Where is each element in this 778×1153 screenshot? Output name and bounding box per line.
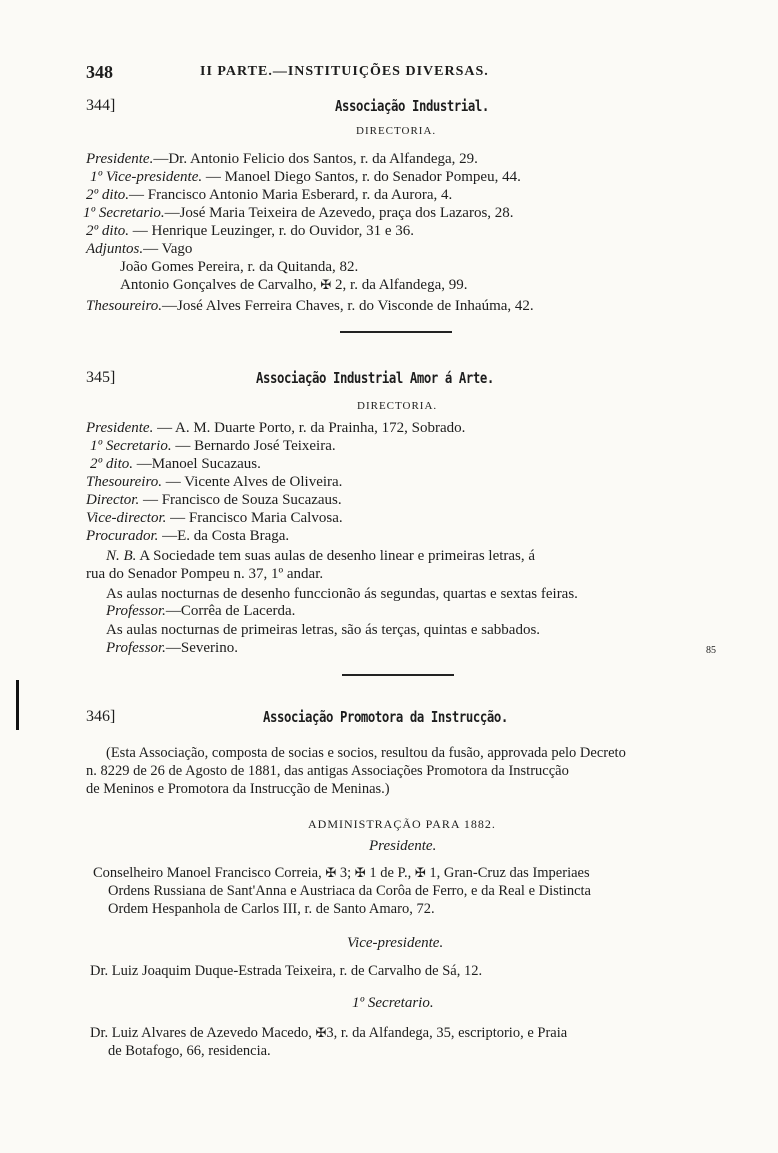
list-item: Procurador. —E. da Costa Braga. <box>86 528 290 544</box>
paragraph-line: Ordem Hespanhola de Carlos III, r. de Santo Amaro, 72. <box>108 901 435 917</box>
paragraph-line: de Botafogo, 66, residencia. <box>108 1043 271 1059</box>
entry-number-346: 346] <box>86 708 116 725</box>
order-cross-icon: ✠ <box>325 865 337 880</box>
paragraph-line: Conselheiro Manoel Francisco Correia, ✠ 3; ✠ 1 de P., ✠ 1, Gran-Cruz das Imperiaes <box>93 865 590 881</box>
list-item: João Gomes Pereira, r. da Quitanda, 82. <box>120 259 359 275</box>
note-line: N. B. A Sociedade tem suas aulas de desenho linear e primeiras letras, á <box>106 548 536 564</box>
note-line: Professor.—Corrêa de Lacerda. <box>106 603 296 619</box>
signature-mark: 85 <box>706 645 716 656</box>
directoria-heading-345: DIRECTORIA. <box>357 400 438 412</box>
section-divider <box>340 331 452 333</box>
order-cross-icon: ✠ <box>315 1025 327 1040</box>
entry-title-345: Associação Industrial Amor á Arte. <box>256 369 494 387</box>
directoria-heading-344: DIRECTORIA. <box>356 125 437 137</box>
list-item: Vice-director. — Francisco Maria Calvosa. <box>86 510 343 526</box>
paragraph-line: Ordens Russiana de Sant'Anna e Austriaca da Corôa de Ferro, e da Real e Distincta <box>108 883 591 899</box>
order-cross-icon: ✠ <box>320 277 332 292</box>
presidente-heading: Presidente. <box>369 838 437 854</box>
section-divider <box>342 674 454 676</box>
list-item: 2º dito.— Francisco Antonio Maria Esberard, r. da Aurora, 4. <box>86 187 453 203</box>
paragraph-line: Dr. Luiz Alvares de Azevedo Macedo, ✠3, r. da Alfandega, 35, escriptorio, e Praia <box>90 1025 568 1041</box>
secretario-heading: 1º Secretario. <box>352 995 434 1011</box>
list-item: 1º Vice-presidente. — Manoel Diego Santos, r. do Senador Pompeu, 44. <box>90 169 521 185</box>
margin-mark <box>16 680 19 730</box>
list-item: 2º dito. —Manoel Sucazaus. <box>90 456 261 472</box>
paragraph-line: n. 8229 de 26 de Agosto de 1881, das antigas Associações Promotora da Instrucção <box>86 763 569 779</box>
order-cross-icon: ✠ <box>414 865 426 880</box>
entry-number-344: 344] <box>86 97 116 114</box>
list-item: 1º Secretario. — Bernardo José Teixeira. <box>90 438 336 454</box>
list-item: Director. — Francisco de Souza Sucazaus. <box>86 492 342 508</box>
paragraph-line: (Esta Associação, composta de socias e socios, resultou da fusão, approvada pelo Decreto <box>106 745 626 761</box>
entry-title-344: Associação Industrial. <box>335 97 489 115</box>
list-item: 1º Secretario.—José Maria Teixeira de Azevedo, praça dos Lazaros, 28. <box>83 205 514 221</box>
administration-heading: ADMINISTRAÇÃO PARA 1882. <box>308 817 496 831</box>
list-item: 2º dito. — Henrique Leuzinger, r. do Ouvidor, 31 e 36. <box>86 223 414 239</box>
note-line: Professor.—Severino. <box>106 640 238 656</box>
list-item: Presidente.—Dr. Antonio Felicio dos Santos, r. da Alfandega, 29. <box>86 151 478 167</box>
list-item: Adjuntos.— Vago <box>86 241 193 257</box>
page-number: 348 <box>86 62 113 82</box>
list-item: Thesoureiro. — Vicente Alves de Oliveira. <box>86 474 343 490</box>
note-line: As aulas nocturnas de primeiras letras, são ás terças, quintas e sabbados. <box>106 622 541 638</box>
list-item: Presidente. — A. M. Duarte Porto, r. da Prainha, 172, Sobrado. <box>86 420 466 436</box>
entry-title-346: Associação Promotora da Instrucção. <box>263 708 508 726</box>
vice-presidente-heading: Vice-presidente. <box>347 935 444 951</box>
running-head: II PARTE.—INSTITUIÇÕES DIVERSAS. <box>200 64 489 79</box>
entry-number-345: 345] <box>86 369 116 386</box>
note-line: rua do Senador Pompeu n. 37, 1º andar. <box>86 566 324 582</box>
list-item: Antonio Gonçalves de Carvalho, ✠ 2, r. da Alfandega, 99. <box>120 277 468 293</box>
list-item: Thesoureiro.—José Alves Ferreira Chaves, r. do Visconde de Inhaúma, 42. <box>86 298 534 314</box>
order-cross-icon: ✠ <box>354 865 366 880</box>
paragraph-line: de Meninos e Promotora da Instrucção de Meninas.) <box>86 781 390 797</box>
note-line: As aulas nocturnas de desenho funccionão ás segundas, quartas e sextas feiras. <box>106 586 578 602</box>
paragraph-line: Dr. Luiz Joaquim Duque-Estrada Teixeira, r. de Carvalho de Sá, 12. <box>90 963 483 979</box>
